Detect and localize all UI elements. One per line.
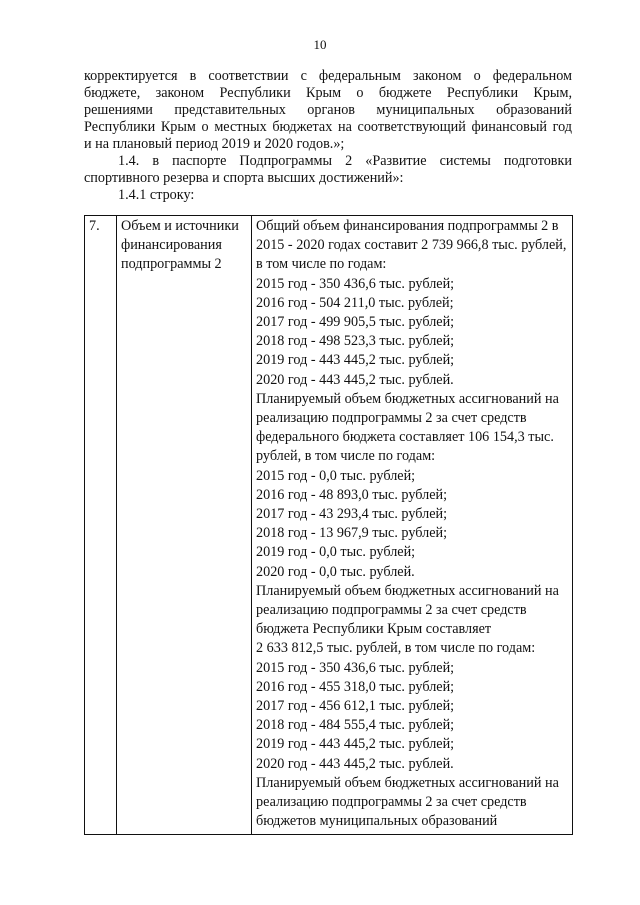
intro-line-2: бюджете, законом Республики Крым о бюджете Республики Крым, (84, 85, 572, 101)
content-line: 2016 год - 48 893,0 тыс. рублей; (256, 486, 448, 503)
content-line: 2016 год - 504 211,0 тыс. рублей; (256, 294, 454, 311)
content-line: 2020 год - 443 445,2 тыс. рублей. (256, 755, 454, 772)
content-line: 2018 год - 13 967,9 тыс. рублей; (256, 525, 448, 542)
passport-table (84, 215, 573, 835)
row-content (252, 216, 573, 835)
page-number: 10 (313, 37, 327, 52)
content-line: 2018 год - 498 523,3 тыс. рублей; (256, 333, 455, 350)
row-label: Объем и источники финансирования подпрограммы 2 (117, 216, 252, 835)
content-line: в том числе по годам: (256, 256, 387, 273)
content-line: 2019 год - 443 445,2 тыс. рублей; (256, 352, 455, 369)
content-line: реализацию подпрограммы 2 за счет средств (256, 410, 527, 427)
content-line: Планируемый объем бюджетных ассигнований на (256, 390, 559, 407)
content-line: 2017 год - 499 905,5 тыс. рублей; (256, 314, 455, 331)
item-1-4-line-2: спортивного резерва и спорта высших достижений»: (84, 170, 404, 186)
row-number: 7. (85, 216, 117, 835)
content-line: 2017 год - 43 293,4 тыс. рублей; (256, 506, 448, 523)
content-line: Планируемый объем бюджетных ассигнований на (256, 774, 559, 791)
item-1-4-1: 1.4.1 строку: (118, 187, 195, 203)
content-line: федерального бюджета составляет 106 154,3 тыс. (256, 429, 554, 446)
content-line: 2019 год - 443 445,2 тыс. рублей; (256, 736, 455, 753)
intro-line-4: Республики Крым о местных бюджетах на соответствующий финансовый год (84, 119, 572, 135)
intro-line-1: корректируется в соответствии с федеральным законом о федеральном (84, 68, 572, 84)
intro-line-5: и на плановый период 2019 и 2020 годов.»; (84, 136, 345, 152)
content-line: бюджета Республики Крым составляет (256, 621, 492, 638)
content-line: рублей, в том числе по годам: (256, 448, 436, 465)
content-line: 2015 - 2020 годах составит 2 739 966,8 тыс. рублей, (256, 237, 567, 254)
content-line: 2015 год - 350 436,6 тыс. рублей; (256, 275, 455, 292)
content-line: 2015 год - 350 436,6 тыс. рублей; (256, 659, 455, 676)
table-row (85, 216, 573, 835)
content-line: 2020 год - 0,0 тыс. рублей. (256, 563, 415, 580)
content-line: 2020 год - 443 445,2 тыс. рублей. (256, 371, 454, 388)
intro-text (84, 68, 572, 204)
content-line: 2016 год - 455 318,0 тыс. рублей; (256, 678, 455, 695)
content-line: 2017 год - 456 612,1 тыс. рублей; (256, 698, 455, 715)
content-line: 2019 год - 0,0 тыс. рублей; (256, 544, 416, 561)
item-1-4-line-1: 1.4. в паспорте Подпрограммы 2 «Развитие системы подготовки (118, 153, 572, 169)
content-line: бюджетов муниципальных образований (256, 813, 498, 830)
content-line: реализацию подпрограммы 2 за счет средств (256, 602, 527, 619)
content-line: 2018 год - 484 555,4 тыс. рублей; (256, 717, 455, 734)
content-line: 2 633 812,5 тыс. рублей, в том числе по годам: (256, 640, 536, 657)
content-line: Планируемый объем бюджетных ассигнований на (256, 582, 559, 599)
content-line: 2015 год - 0,0 тыс. рублей; (256, 467, 416, 484)
content-line: реализацию подпрограммы 2 за счет средств (256, 794, 527, 811)
intro-line-3: решениями представительных органов муниципальных образований (84, 102, 572, 118)
content-line: Общий объем финансирования подпрограммы 2 в (256, 218, 559, 234)
